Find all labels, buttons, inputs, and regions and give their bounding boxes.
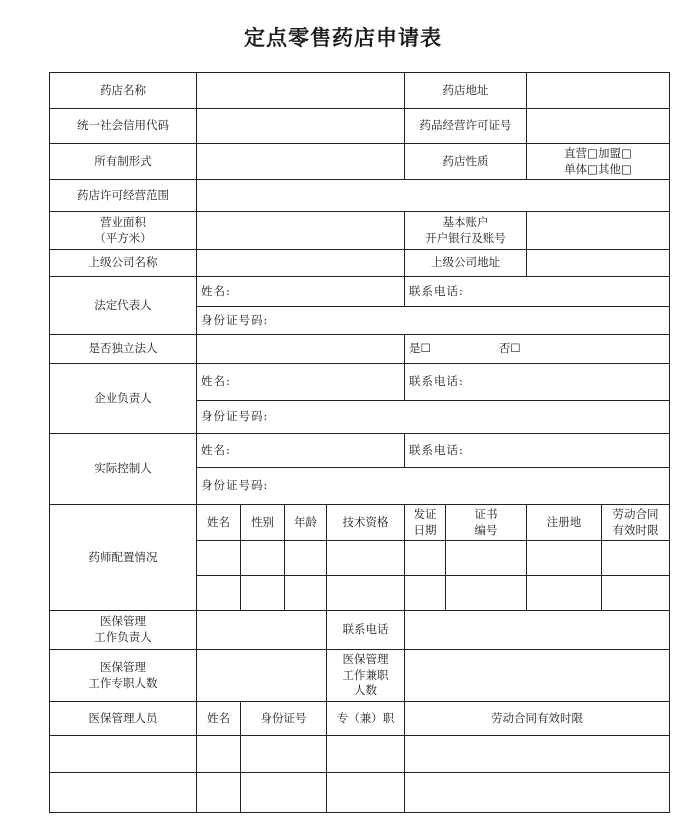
company-head-id-field[interactable]: 身份证号码: — [197, 401, 670, 434]
field-bank-account[interactable] — [527, 212, 670, 250]
staff-header-fulltime: 专（兼）职 — [327, 702, 405, 736]
pharmacist-header-name: 姓名 — [197, 505, 241, 541]
fulltime-line1: 医保管理 — [100, 659, 146, 674]
pharmacist-cell[interactable] — [602, 576, 670, 611]
label-parent-company-address: 上级公司地址 — [405, 250, 527, 277]
staff-cell[interactable] — [241, 736, 327, 773]
label-drug-license: 药品经营许可证号 — [405, 109, 527, 144]
label-company-head: 企业负责人 — [50, 364, 197, 434]
field-pharmacy-name[interactable] — [197, 73, 405, 109]
field-parent-company-address[interactable] — [527, 250, 670, 277]
staff-cell[interactable] — [197, 773, 241, 813]
account-line1: 基本账户 — [442, 214, 489, 229]
area-line2: （平方米） — [94, 230, 152, 245]
row-area — [50, 212, 670, 250]
row-pharmacist-header — [50, 505, 670, 541]
pharmacist-cell[interactable] — [241, 576, 285, 611]
insurance-head-line1: 医保管理 — [100, 614, 146, 629]
label-parttime-count — [327, 650, 405, 702]
nature-options-line2: 单体□其他□ — [564, 161, 632, 176]
label-fulltime-count — [50, 650, 197, 702]
parttime-line1: 医保管理 — [342, 652, 389, 667]
pharmacist-cell[interactable] — [241, 541, 285, 576]
nature-options[interactable] — [527, 144, 670, 180]
pharmacist-cell[interactable] — [527, 576, 602, 611]
form-title: 定点零售药店申请表 — [244, 25, 442, 50]
pharmacist-cell[interactable] — [197, 541, 241, 576]
insurance-staff-row — [50, 736, 670, 773]
field-license-scope[interactable] — [197, 180, 670, 212]
field-credit-code[interactable] — [197, 109, 405, 144]
legal-rep-id-field[interactable]: 身份证号码: — [197, 307, 670, 335]
label-credit-code: 统一社会信用代码 — [50, 109, 197, 144]
pharmacist-cell[interactable] — [405, 541, 446, 576]
staff-cell[interactable] — [241, 773, 327, 813]
row-ownership — [50, 144, 670, 180]
pharmacist-cell[interactable] — [446, 576, 527, 611]
field-drug-license[interactable] — [527, 109, 670, 144]
label-pharmacy-address: 药店地址 — [405, 73, 527, 109]
label-ownership: 所有制形式 — [50, 144, 197, 180]
parttime-line2: 工作兼职 — [342, 667, 389, 682]
yes-option[interactable]: 是☐ — [409, 341, 431, 356]
pharmacist-cell[interactable] — [285, 541, 327, 576]
pharmacist-header-qualification: 技术资格 — [327, 505, 405, 541]
label-actual-controller: 实际控制人 — [50, 434, 197, 505]
independent-legal-options[interactable] — [405, 335, 670, 364]
staff-header-name: 姓名 — [197, 702, 241, 736]
pharmacist-cell[interactable] — [602, 541, 670, 576]
field-pharmacy-address[interactable] — [527, 73, 670, 109]
legal-rep-name-field[interactable]: 姓名: — [197, 277, 405, 307]
parttime-line3: 人数 — [354, 683, 377, 698]
account-line2: 开户银行及账号 — [425, 230, 506, 245]
row-legal-rep-name — [50, 277, 670, 307]
row-pharmacy-name — [50, 73, 670, 109]
row-credit-code — [50, 109, 670, 144]
pharmacist-cell[interactable] — [527, 541, 602, 576]
field-fulltime-count[interactable] — [197, 650, 327, 702]
row-independent-legal — [50, 335, 670, 364]
company-head-name-field[interactable]: 姓名: — [197, 364, 405, 401]
field-insurance-head[interactable] — [197, 611, 327, 650]
pharmacist-cell[interactable] — [405, 576, 446, 611]
row-controller-name — [50, 434, 670, 468]
label-contact-phone: 联系电话 — [327, 611, 405, 650]
pharmacist-cell[interactable] — [327, 541, 405, 576]
field-independent-legal — [197, 335, 405, 364]
label-pharmacy-nature: 药店性质 — [405, 144, 527, 180]
field-ownership[interactable] — [197, 144, 405, 180]
no-option[interactable]: 否☐ — [498, 341, 521, 356]
nature-options-line1: 直营□加盟□ — [564, 145, 632, 160]
insurance-staff-row — [50, 773, 670, 813]
company-head-phone-field[interactable]: 联系电话: — [405, 364, 670, 401]
pharmacist-cell[interactable] — [285, 576, 327, 611]
label-legal-rep: 法定代表人 — [50, 277, 197, 335]
pharmacist-header-issue-date: 发证 日期 — [405, 505, 446, 541]
staff-cell[interactable] — [327, 736, 405, 773]
label-pharmacy-name: 药店名称 — [50, 73, 197, 109]
label-business-area — [50, 212, 197, 250]
application-form-table — [49, 72, 670, 813]
fulltime-line2: 工作专职人数 — [88, 675, 158, 690]
label-independent-legal: 是否独立法人 — [50, 335, 197, 364]
staff-header-id: 身份证号 — [241, 702, 327, 736]
label-license-scope: 药店许可经营范围 — [50, 180, 197, 212]
label-insurance-head — [50, 611, 197, 650]
staff-cell[interactable] — [50, 773, 197, 813]
staff-cell[interactable] — [197, 736, 241, 773]
label-bank-account — [405, 212, 527, 250]
row-insurance-head — [50, 611, 670, 650]
legal-rep-phone-field[interactable]: 联系电话: — [405, 277, 670, 307]
controller-id-field[interactable]: 身份证号码: — [197, 468, 670, 505]
row-company-head-name — [50, 364, 670, 401]
staff-header-contract-term: 劳动合同有效时限 — [405, 702, 670, 736]
field-parent-company-name[interactable] — [197, 250, 405, 277]
pharmacist-header-cert-no: 证书 编号 — [446, 505, 527, 541]
pharmacist-header-contract-term: 劳动合同 有效时限 — [602, 505, 670, 541]
row-parent-company — [50, 250, 670, 277]
row-license-scope — [50, 180, 670, 212]
row-insurance-staff-count — [50, 650, 670, 702]
field-contact-phone[interactable] — [405, 611, 670, 650]
controller-name-field[interactable]: 姓名: — [197, 434, 405, 468]
label-pharmacist-config: 药师配置情况 — [50, 505, 197, 611]
pharmacist-header-registration: 注册地 — [527, 505, 602, 541]
pharmacist-header-age: 年龄 — [285, 505, 327, 541]
staff-cell[interactable] — [405, 736, 670, 773]
label-parent-company-name: 上级公司名称 — [50, 250, 197, 277]
row-insurance-staff-header — [50, 702, 670, 736]
field-business-area[interactable] — [197, 212, 405, 250]
pharmacist-cell[interactable] — [327, 576, 405, 611]
pharmacist-cell[interactable] — [446, 541, 527, 576]
pharmacist-header-gender: 性别 — [241, 505, 285, 541]
controller-phone-field[interactable]: 联系电话: — [405, 434, 670, 468]
field-parttime-count[interactable] — [405, 650, 670, 702]
label-insurance-staff: 医保管理人员 — [50, 702, 197, 736]
pharmacist-cell[interactable] — [197, 576, 241, 611]
insurance-head-line2: 工作负责人 — [94, 630, 152, 644]
staff-cell[interactable] — [327, 773, 405, 813]
area-line1: 营业面积 — [100, 214, 146, 229]
staff-cell[interactable] — [50, 736, 197, 773]
staff-cell[interactable] — [405, 773, 670, 813]
